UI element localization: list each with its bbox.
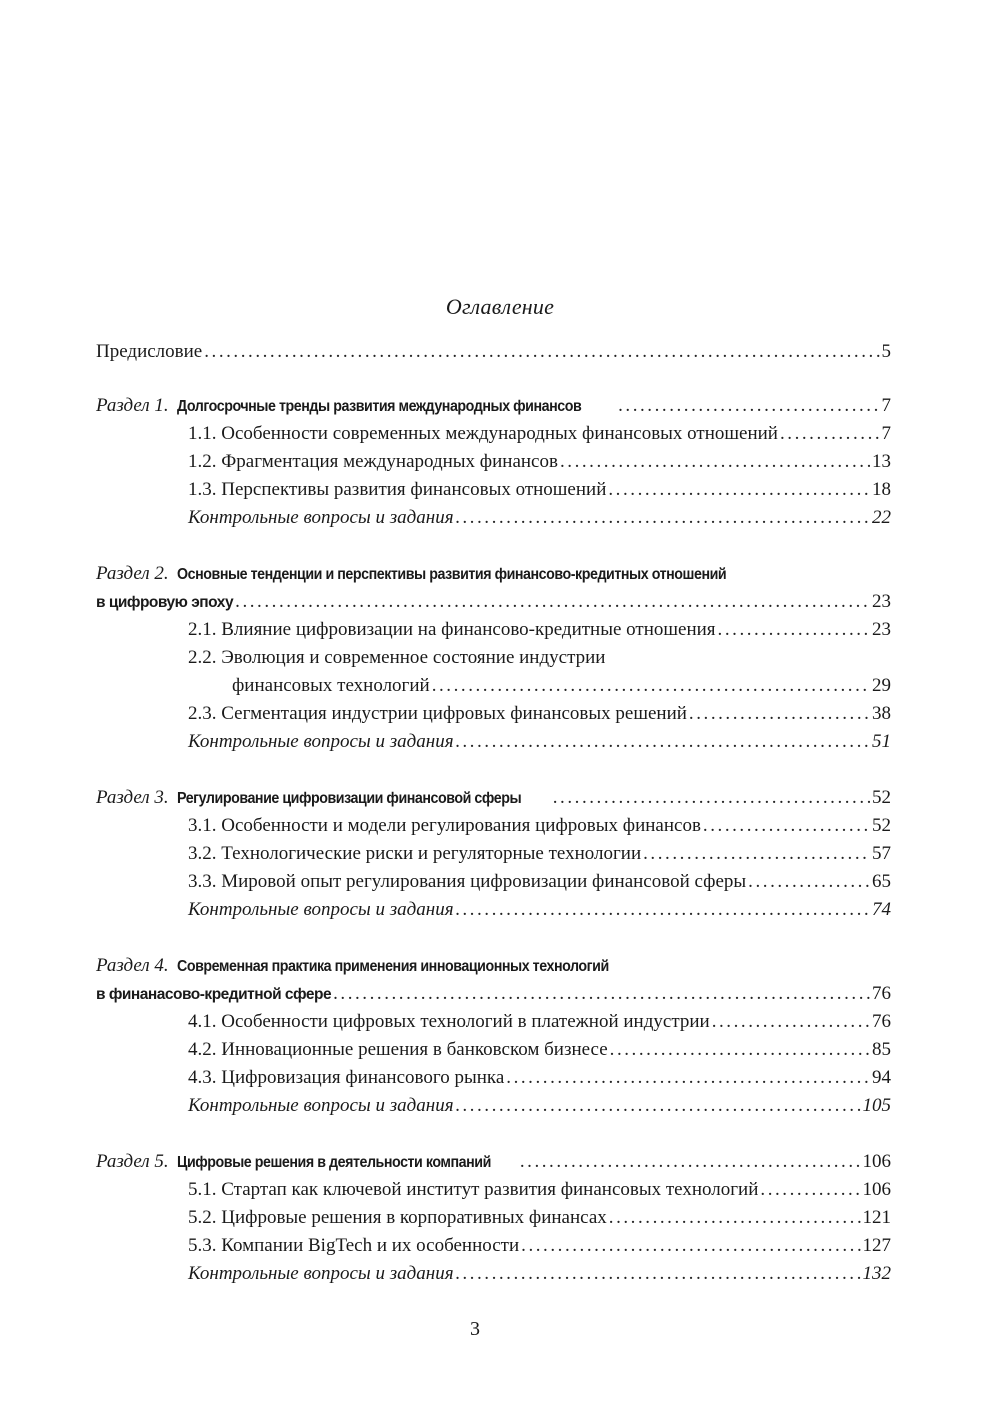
section-title-continued: в финанасово-кредитной сфере — [96, 986, 332, 1003]
entry-label: Контрольные вопросы и задания — [188, 507, 454, 528]
entry-page: 5 — [881, 341, 891, 362]
toc-section-1[interactable] — [96, 392, 891, 420]
toc-entry-4-2[interactable] — [96, 1036, 891, 1064]
entry-page: 18 — [872, 479, 891, 500]
entry-label: 4.3. Цифровизация финансового рынка — [188, 1067, 505, 1088]
toc-entry-4-questions[interactable] — [96, 1092, 891, 1120]
entry-label: 3.3. Мировой опыт регулирования цифровизации финансовой сферы — [188, 871, 747, 892]
section-number: Раздел 1. — [96, 395, 169, 416]
dot-leader — [703, 812, 870, 840]
dot-leader — [553, 784, 870, 812]
toc-section-2[interactable] — [96, 560, 891, 588]
entry-label: 1.2. Фрагментация международных финансов — [188, 451, 558, 472]
toc-entry-3-2[interactable] — [96, 840, 891, 868]
dot-leader — [520, 1148, 861, 1176]
dot-leader — [618, 392, 879, 420]
toc-entry-5-1[interactable] — [96, 1176, 891, 1204]
entry-label: 2.2. Эволюция и современное состояние индустрии — [188, 647, 606, 668]
section-number: Раздел 2. — [96, 563, 169, 584]
dot-leader — [235, 588, 870, 616]
section-title-continued: в цифровую эпоху — [96, 594, 234, 611]
toc-entry-1-3[interactable] — [96, 476, 891, 504]
dot-leader — [506, 1064, 870, 1092]
toc-entry-2-3[interactable] — [96, 700, 891, 728]
toc-entry-3-3[interactable] — [96, 868, 891, 896]
entry-label: 1.1. Особенности современных международных финансовых отношений — [188, 423, 778, 444]
page-title: Оглавление — [445, 294, 555, 319]
dot-leader — [456, 1260, 861, 1288]
entry-label: 3.2. Технологические риски и регуляторные технологии — [188, 843, 642, 864]
entry-page: 76 — [872, 1011, 891, 1032]
toc-entry-4-1[interactable] — [96, 1008, 891, 1036]
entry-page: 7 — [881, 423, 891, 444]
entry-page: 106 — [862, 1179, 891, 1200]
dot-leader — [456, 896, 870, 924]
entry-label: Контрольные вопросы и задания — [188, 1095, 454, 1116]
entry-label: Предисловие — [96, 341, 203, 362]
dot-leader — [610, 1036, 870, 1064]
entry-page: 38 — [872, 703, 891, 724]
entry-label: 4.1. Особенности цифровых технологий в платежной индустрии — [188, 1011, 710, 1032]
entry-page: 52 — [872, 815, 891, 836]
entry-page: 105 — [862, 1095, 891, 1116]
toc-entry-2-questions[interactable] — [96, 728, 891, 756]
toc-entry-5-2[interactable] — [96, 1204, 891, 1232]
dot-leader — [608, 476, 870, 504]
dot-leader — [689, 700, 870, 728]
dot-leader — [432, 672, 870, 700]
entry-page: 132 — [862, 1263, 891, 1284]
entry-label: 2.1. Влияние цифровизации на финансово-кредитные отношения — [188, 619, 716, 640]
entry-page: 106 — [862, 1151, 891, 1172]
toc-entry-2-2-cont[interactable] — [96, 672, 891, 700]
entry-label: 5.2. Цифровые решения в корпоративных финансах — [188, 1207, 607, 1228]
entry-page: 29 — [872, 675, 891, 696]
toc-entry-3-1[interactable] — [96, 812, 891, 840]
dot-leader — [560, 448, 870, 476]
toc-section-4-cont[interactable] — [96, 980, 891, 1008]
entry-page: 85 — [872, 1039, 891, 1060]
toc-entry-5-3[interactable] — [96, 1232, 891, 1260]
entry-label: 5.1. Стартап как ключевой институт развития финансовых технологий — [188, 1179, 759, 1200]
entry-label: Контрольные вопросы и задания — [188, 1263, 454, 1284]
dot-leader — [780, 420, 880, 448]
toc-entry-2-2[interactable] — [96, 644, 891, 672]
entry-page: 22 — [872, 507, 891, 528]
page-number-value: 3 — [470, 1318, 480, 1340]
dot-leader — [456, 504, 870, 532]
toc-entry-3-questions[interactable] — [96, 896, 891, 924]
entry-label: 1.3. Перспективы развития финансовых отношений — [188, 479, 607, 500]
toc-entry-2-1[interactable] — [96, 616, 891, 644]
section-title: Цифровые решения в деятельности компаний — [176, 1154, 491, 1171]
section-title: Современная практика применения инновационных технологий — [176, 958, 609, 975]
entry-page: 7 — [881, 395, 891, 416]
dot-leader — [333, 980, 870, 1008]
entry-page: 57 — [872, 843, 891, 864]
page-number — [0, 1318, 1000, 1341]
entry-page: 94 — [872, 1067, 891, 1088]
dot-leader — [456, 728, 870, 756]
section-title: Основные тенденции и перспективы развития финансово-кредитных отношений — [176, 566, 726, 583]
dot-leader — [748, 868, 870, 896]
dot-leader — [609, 1204, 861, 1232]
entry-label: 3.1. Особенности и модели регулирования цифровых финансов — [188, 815, 701, 836]
toc-section-4[interactable] — [96, 952, 891, 980]
dot-leader — [643, 840, 870, 868]
dot-leader — [718, 616, 870, 644]
entry-page: 121 — [862, 1207, 891, 1228]
toc-entry-4-3[interactable] — [96, 1064, 891, 1092]
entry-label: Контрольные вопросы и задания — [188, 899, 454, 920]
toc-section-2-cont[interactable] — [96, 588, 891, 616]
toc-entry-5-questions[interactable] — [96, 1260, 891, 1288]
toc-section-3[interactable] — [96, 784, 891, 812]
entry-page: 76 — [872, 983, 891, 1004]
section-number: Раздел 5. — [96, 1151, 169, 1172]
dot-leader — [712, 1008, 870, 1036]
toc-entry-1-1[interactable] — [96, 420, 891, 448]
toc-section-5[interactable] — [96, 1148, 891, 1176]
table-of-contents — [96, 338, 891, 1288]
dot-leader — [521, 1232, 860, 1260]
dot-leader — [204, 338, 879, 366]
entry-page: 52 — [872, 787, 891, 808]
entry-page: 13 — [872, 451, 891, 472]
dot-leader — [456, 1092, 861, 1120]
entry-page: 127 — [862, 1235, 891, 1256]
section-title: Долгосрочные тренды развития международных финансов — [176, 398, 581, 415]
entry-page: 74 — [872, 899, 891, 920]
toc-entry-1-2[interactable] — [96, 448, 891, 476]
entry-label: 4.2. Инновационные решения в банковском бизнесе — [188, 1039, 608, 1060]
entry-label: 5.3. Компании BigTech и их особенности — [188, 1235, 520, 1256]
entry-label: Контрольные вопросы и задания — [188, 731, 454, 752]
entry-page: 23 — [872, 619, 891, 640]
entry-page: 51 — [872, 731, 891, 752]
section-title: Регулирование цифровизации финансовой сферы — [176, 790, 521, 807]
entry-label: 2.3. Сегментация индустрии цифровых финансовых решений — [188, 703, 687, 724]
toc-entry-1-questions[interactable] — [96, 504, 891, 532]
entry-page: 65 — [872, 871, 891, 892]
dot-leader — [760, 1176, 860, 1204]
section-number: Раздел 4. — [96, 955, 169, 976]
section-number: Раздел 3. — [96, 787, 169, 808]
entry-page: 23 — [872, 591, 891, 612]
entry-label-continued: финансовых технологий — [232, 675, 430, 696]
toc-entry-preface[interactable] — [96, 338, 891, 366]
